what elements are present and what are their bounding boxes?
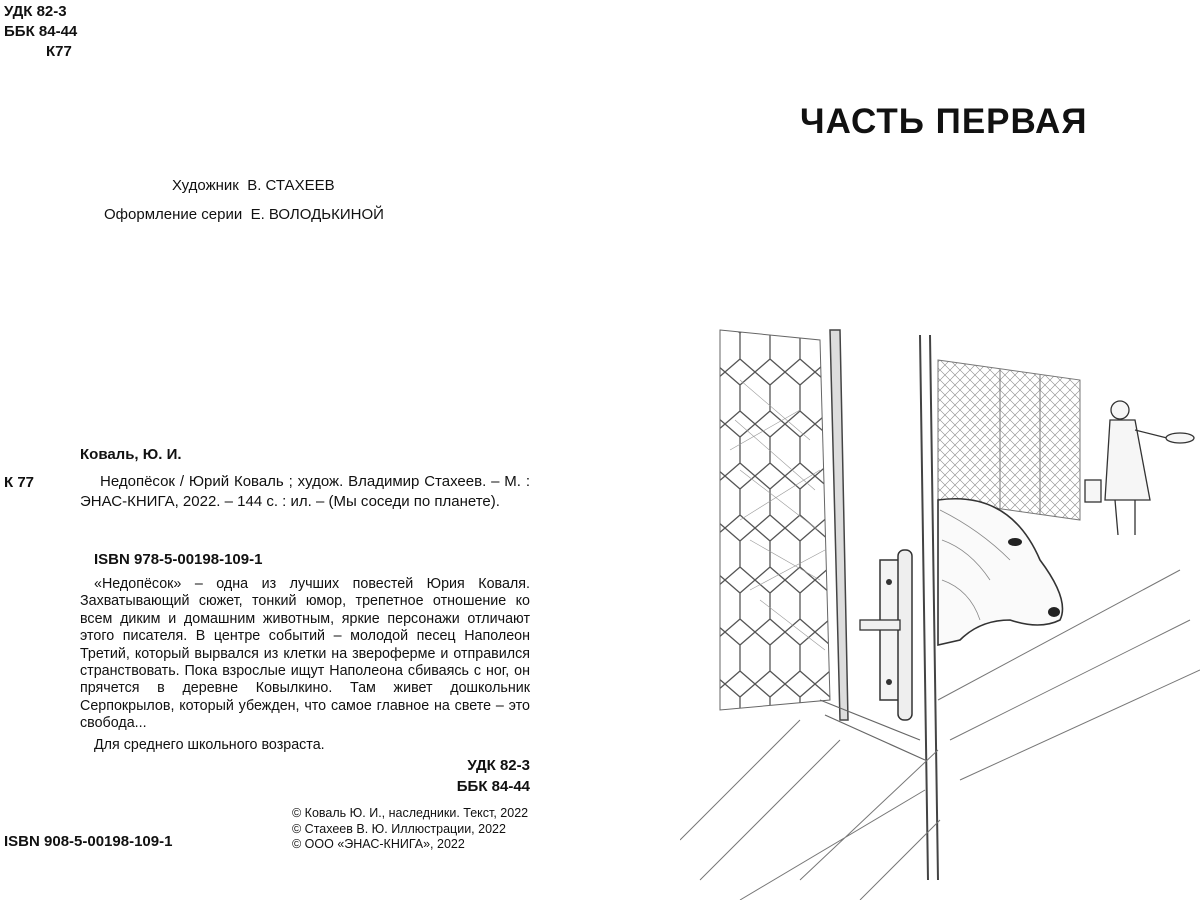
bibliographic-record [80,472,530,512]
worker-figure [1085,401,1194,535]
design-name: Е. ВОЛОДЬКИНОЙ [250,206,384,223]
artist-name: В. СТАХЕЕВ [247,177,335,194]
hex-wire-mesh [720,330,830,710]
design-credit [104,206,384,223]
udk-code: УДК 82-3 [4,3,67,20]
author-mark: К 77 [4,474,35,491]
fox-eye [1008,538,1022,546]
author-mark-code: К77 [46,43,72,60]
annotation-text: «Недопёсок» – одна из лучших повестей Юрия Коваля. Захватывающий сюжет, тонкий юмор, трепетное отношение ко всем диким и домашним животным, яркие персонажи отличают этого писателя. В центре событий – молодой песец Наполеон Третий, который вырвался из клетки на звероферме и отправился странствовать. Пока взрослые ищут Наполеона сбиваясь с ног, он прячется в деревне Ковылкино. Там живет дошкольник Серпокрылов, который убежден, что самое главное на свете – это свобода... [80,576,530,732]
copyright-line: © Стахеев В. Ю. Иллюстрации, 2022 [292,821,506,836]
bbk-code: ББК 84-44 [4,23,78,40]
fox-nose [1048,607,1060,617]
part-title: ЧАСТЬ ПЕРВАЯ [800,102,1088,141]
isbn-main: ISBN 978-5-00198-109-1 [94,551,263,568]
author-heading: Коваль, Ю. И. [80,446,182,463]
artist-role: Художник [172,177,239,194]
bbk-code-bottom: ББК 84-44 [456,778,530,795]
fox-cage-illustration [680,320,1200,900]
udk-code-bottom: УДК 82-3 [467,757,530,774]
artist-credit [172,177,335,194]
fox-head [938,499,1063,645]
age-note: Для среднего школьного возраста. [94,737,325,753]
isbn-footer: ISBN 908-5-00198-109-1 [4,833,173,850]
copyright-line: © Коваль Ю. И., наследники. Текст, 2022 [292,806,529,820]
bottom-classification-codes [400,755,530,797]
door-latch [860,550,912,720]
design-role: Оформление серии [104,206,243,223]
copyright-line: © ООО «ЭНАС-КНИГА», 2022 [292,837,465,851]
top-classification-codes [4,2,77,62]
annotation [80,576,530,733]
bibliographic-text: Недопёсок / Юрий Коваль ; худож. Владимир Стахеев. – М. : ЭНАС-КНИГА, 2022. – 144 с. : ил. – (Мы соседи по планете). [80,473,530,510]
copyright-block [292,806,528,853]
